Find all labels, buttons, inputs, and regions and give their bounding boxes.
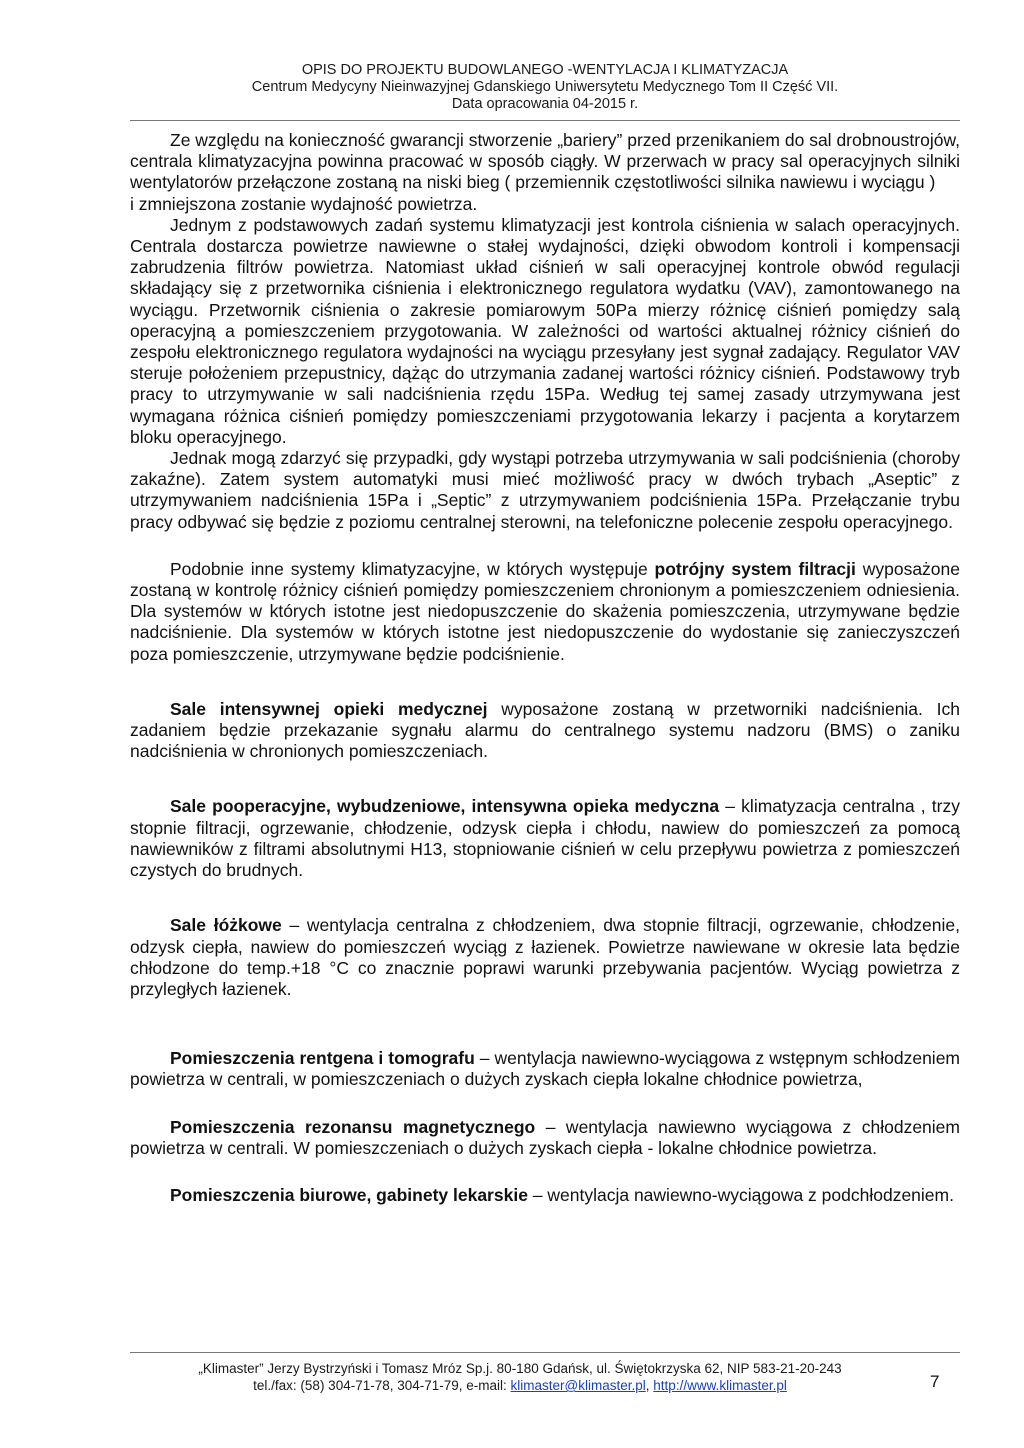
paragraph-text: wyposażone zostaną w przetworniki nadciśnienia. Ich zadaniem będzie przekazanie sygnału alarmu do centralnego systemu nadzoru (BMS) o zaniku nadciśnienia w chronionych pomieszczeniach.: [130, 698, 960, 762]
section-heading: Sale intensywnej opieki medycznej: [170, 698, 488, 719]
footer-phone: tel./fax: (58) 304-71-78, 304-71-79, e-mail:: [253, 1378, 511, 1393]
paragraph-text: wyposażone zostaną w kontrolę różnicy ciśnień pomiędzy pomieszczeniem chronionym a pomieszczeniem odniesienia. Dla systemów w których istotne jest niedopuszczenie do skażenia pomieszczenia, utrzymywane będzie nadciśnienie. Dla systemów w których istotne jest niedopuszczenie do wydostanie się zanieczyszczeń poza pomieszczenie, utrzymywane będzie podciśnienie.: [130, 558, 961, 664]
section-heading: Pomieszczenia rezonansu magnetycznego: [170, 1116, 536, 1137]
footer-separator: ,: [645, 1378, 654, 1393]
paragraph-pressure-control: Jednym z podstawowych zadań systemu klimatyzacji jest kontrola ciśnienia w salach operacyjnych. Centrala dostarcza powietrze nawiewne o stałej wydajności, dzięki obwodom kontroli i kompensacji zabrudzenia filtrów powietrza. Natomiast układ ciśnień w sali operacyjnej kontrole obwód regulacji składający się z przetwornika ciśnienia i elektronicznego regulatora wydatku (VAV), zamontowanego na wyciągu. Przetwornik ciśnienia o zakresie pomiarowym 50Pa mierzy różnicę ciśnień pomiędzy salą operacyjną a pomieszczeniem przygotowania. W zależności od wartości aktualnej różnicy ciśnień do zespołu elektronicznego regulatora wydajności na wyciągu przesyłany jest sygnał zadający. Regulator VAV steruje położeniem przepustnicy, dążąc do utrzymania zadanej wartości różnicy ciśnień. Podstawowy tryb pracy to utrzymywanie w sali nadciśnienia rzędu 15Pa. Według tej samej zasady utrzymywana jest wymagana różnica ciśnień pomiędzy pomieszczeniami przygotowania lekarzy i pacjenta a korytarzem bloku operacyjnego.: [130, 214, 960, 447]
header-title: OPIS DO PROJEKTU BUDOWLANEGO -WENTYLACJA I KLIMATYZACJA: [301, 62, 789, 78]
header-subtitle: Centrum Medycyny Nieinwazyjnej Gdanskiego Uniwersytetu Medycznego Tom II Część VII.: [251, 79, 839, 95]
page-footer: [130, 1360, 910, 1394]
section-heading: Sale pooperacyjne, wybudzeniowe, intensywna opieka medyczna: [170, 796, 720, 817]
paragraph-postoperative: [130, 796, 960, 881]
page-header: [130, 62, 960, 113]
paragraph-text: Podobnie inne systemy klimatyzacyjne, w których występuje: [170, 558, 655, 579]
paragraph-aseptic-septic: Jednak mogą zdarzyć się przypadki, gdy wystąpi potrzeba utrzymywania w sali podciśnienia (choroby zakaźne). Zatem system automatyki musi mieć możliwość pracy w dwóch trybach „Aseptic” z utrzymywaniem nadciśnienia 15Pa i „Septic” z utrzymywaniem podciśnienia 15Pa. Przełączanie trybu pracy odbywać się będzie z poziomu centralnej sterowni, na telefoniczne polecenie zespołu operacyjnego.: [130, 448, 960, 532]
document-body: [130, 130, 960, 1206]
section-heading: Sale łóżkowe: [170, 915, 282, 936]
paragraph-offices: [130, 1185, 960, 1206]
section-heading: Pomieszczenia rentgena i tomografu: [170, 1048, 475, 1069]
paragraph-text: – wentylacja nawiewno-wyciągowa z podchłodzeniem.: [527, 1184, 954, 1205]
footer-divider: [130, 1352, 960, 1353]
bold-phrase: potrójny system filtracji: [654, 558, 856, 579]
paragraph-triple-filtration: [130, 559, 960, 665]
paragraph-text: – klimatyzacja centralna , trzy stopnie filtracji, ogrzewanie, chłodzenie, odzysk ciepła i chłodu, nawiew do pomieszczeń za pomocą nawiewników z filtrami absolutnymi H13, stopniowanie ciśnień w celu przepływu powietrza z pomieszczeń czystych do brudnych.: [130, 796, 960, 881]
paragraph-intensive-care: [130, 699, 960, 763]
paragraph-text: – wentylacja nawiewno-wyciągowa z wstępnym schłodzeniem powietrza w centrali, w pomieszczeniach o dużych zyskach ciepła lokalne chłodnice powietrza,: [130, 1048, 961, 1090]
paragraph-continuous-operation: Ze względu na konieczność gwarancji stworzenie „bariery” przed przenikaniem do sal drobnoustrojów, centrala klimatyzacyjna powinna pracować w sposób ciągły. W przerwach w pracy sal operacyjnych silniki wentylatorów przełączone zostaną na niski bieg ( przemiennik częstotliwości silnika nawiewu i wyciągu ): [130, 130, 960, 193]
page-number: 7: [930, 1372, 940, 1391]
header-divider: [130, 120, 960, 121]
footer-company: „Klimaster” Jerzy Bystrzyński i Tomasz Mróz Sp.j. 80-180 Gdańsk, ul. Świętokrzyska 62, NIP 583-21-20-243: [198, 1361, 842, 1376]
paragraph-xray-ct: [130, 1048, 960, 1090]
paragraph-bed-rooms: [130, 915, 960, 1000]
section-heading: Pomieszczenia biurowe, gabinety lekarskie: [170, 1184, 528, 1205]
footer-contact: [130, 1377, 910, 1394]
header-date: Data opracowania 04-2015 r.: [451, 96, 639, 112]
paragraph-text: – wentylacja centralna z chłodzeniem, dwa stopnie filtracji, ogrzewanie, chłodzenie, odzysk ciepła, nawiew do pomieszczeń wyciąg z łazienek. Powietrze nawiewane w okresie lata będzie chłodzone do temp.+18 °C co znacznie poprawi warunki przebywania pacjentów. Wyciąg powietrza z przyległych łazienek.: [130, 915, 960, 999]
email-link[interactable]: klimaster@klimaster.pl: [510, 1378, 646, 1393]
paragraph-continuous-operation-end: i zmniejszona zostanie wydajność powietrza.: [130, 193, 478, 214]
paragraph-text: – wentylacja nawiewno wyciągowa z chłodzeniem powietrza w centrali. W pomieszczeniach o dużych zyskach ciepła - lokalne chłodnice powietrza.: [130, 1116, 960, 1158]
website-link[interactable]: http://www.klimaster.pl: [653, 1378, 787, 1393]
paragraph-mri: [130, 1117, 960, 1159]
